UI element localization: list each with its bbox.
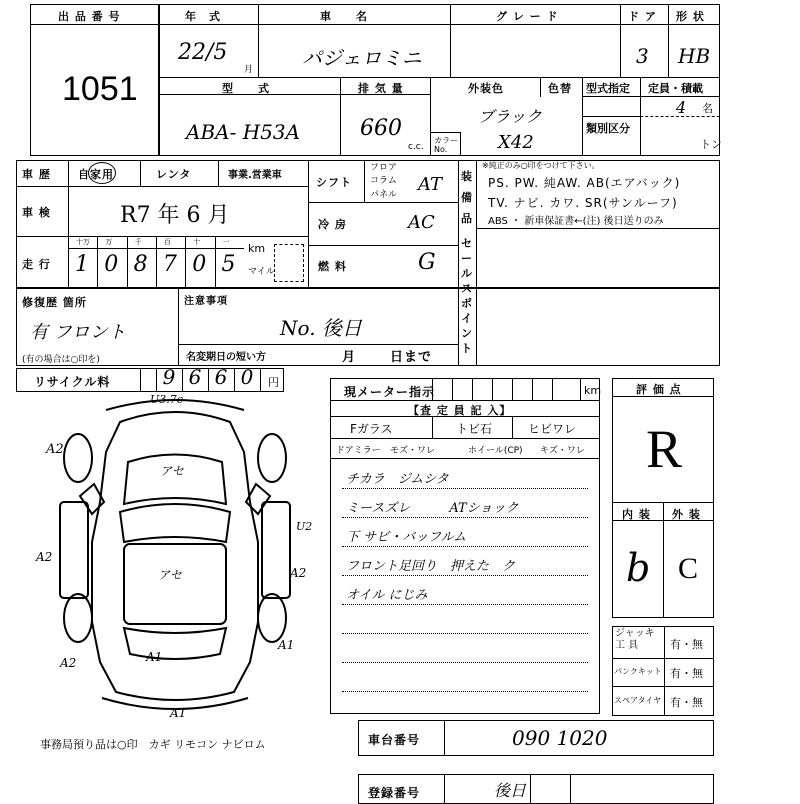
divider [663, 502, 664, 618]
meter-label: 現メーター指示 [344, 385, 436, 399]
mileage-digit: 8 [133, 252, 148, 277]
divider [472, 378, 473, 400]
displacement-value: 660 [360, 116, 402, 141]
car-history-label: 車 歴 [22, 168, 51, 181]
note-rule [342, 662, 588, 663]
divider [430, 132, 460, 133]
exterior-value: C [678, 552, 699, 585]
divider [512, 416, 513, 438]
fuel-label: 燃 料 [318, 260, 347, 273]
divider [340, 77, 341, 156]
inspector-note: オイル にじみ [346, 588, 428, 603]
inspector-note: 下 サビ・バッフルム [346, 530, 467, 545]
divider [364, 160, 365, 202]
color-value: ブラック [478, 107, 542, 126]
diagram-mark: アセ [158, 568, 182, 582]
glass-label: Fガラス [350, 422, 393, 436]
divider [215, 236, 216, 288]
divider [476, 228, 477, 366]
model-value: ABA- H53A [186, 120, 301, 144]
diagram-mark: A2 [60, 656, 77, 670]
divider [260, 368, 261, 392]
shift-value: AT [418, 174, 443, 195]
year-month-suffix: 月 [244, 65, 254, 75]
mileage-place-label: 十 [193, 238, 201, 246]
divider [552, 378, 553, 400]
recycle-digit: 6 [188, 365, 202, 389]
shift-option-column: コラム [370, 176, 397, 186]
divider [612, 658, 714, 659]
divider [330, 458, 600, 459]
shift-option-panel: パネル [370, 190, 398, 200]
mile-label: マイル [248, 267, 275, 277]
divider [234, 368, 235, 392]
grade-label: グ レ ー ド [496, 10, 559, 23]
divider [476, 228, 720, 229]
displacement-label: 排 気 量 [358, 82, 404, 95]
divider [208, 368, 209, 392]
recycle-label: リサイクル料 [34, 375, 111, 389]
divider [218, 160, 219, 186]
mileage-digit: 1 [75, 252, 89, 277]
rating-label: 評 価 点 [636, 383, 682, 396]
interior-label: 内 装 [622, 508, 651, 521]
shift-option-floor: フロア [370, 163, 398, 173]
rename-month: 月 [342, 350, 357, 365]
business-label: 事業.営業車 [228, 170, 282, 181]
note-rule [342, 691, 588, 692]
mileage-digit: 0 [192, 252, 207, 277]
divider [664, 626, 665, 716]
rename-label: 名変期日の短い方 [186, 352, 266, 363]
divider [580, 378, 581, 400]
caution-label: 注意事項 [184, 296, 228, 307]
car-history-circle [88, 162, 116, 184]
mileage-place-label: 一 [222, 238, 230, 246]
diagram-mark: U3.7c [150, 393, 183, 406]
divider [156, 368, 157, 392]
year-label: 年 式 [185, 10, 221, 23]
equipment-label: 装備品 [461, 170, 472, 225]
recycle-digit: 9 [162, 365, 176, 389]
mileage-digit: 0 [104, 252, 119, 277]
ac-label: 冷 房 [318, 218, 347, 231]
shape-value: HB [678, 44, 711, 68]
divider [582, 96, 720, 97]
car-damage-diagram [20, 392, 330, 722]
divider [182, 368, 183, 392]
wheel-damage: キズ・ワレ [540, 446, 585, 456]
glass-chip: トビ石 [456, 422, 493, 436]
diagram-mark: A1 [278, 638, 295, 652]
inspection-label: 車 検 [22, 206, 51, 219]
spare-label: スペアタイヤ [614, 696, 662, 705]
rename-day: 日まで [390, 350, 433, 365]
mileage-place-label: 百 [163, 238, 171, 246]
diagram-mark: A2 [290, 566, 307, 580]
diagram-mark: アセ [160, 464, 184, 478]
divider [612, 686, 714, 687]
divider [532, 378, 533, 400]
equipment-note: ※純正のみ○印をつけて下さい。 [482, 161, 600, 170]
note-rule [342, 575, 588, 576]
sales-point-label: セールスポイント [461, 237, 472, 355]
divider [460, 132, 461, 156]
divider [140, 160, 141, 186]
door-value: 3 [636, 44, 649, 68]
exterior-label: 外 装 [672, 508, 701, 521]
divider [450, 4, 451, 77]
note-rule [342, 633, 588, 634]
equipment-line-3: ABS ・ 新車保証書←(注) 後日送りのみ [488, 216, 664, 227]
year-value: 22/5 [178, 40, 228, 65]
recycle-digit: 6 [214, 365, 228, 389]
diagram-mark: A2 [36, 550, 53, 564]
divider [668, 4, 669, 77]
color-label: 外装色 [468, 82, 504, 95]
recycle-digit: 0 [240, 365, 254, 389]
inspector-label: 【査 定 員 記 入】 [408, 404, 512, 417]
jack-value: 有・無 [670, 638, 703, 651]
shift-label: シフト [316, 176, 352, 189]
divider [185, 236, 186, 288]
divider [16, 236, 308, 237]
color-change-label: 色替 [548, 82, 572, 95]
equipment-line-2: TV. ナビ. カワ. SR(サンルーフ) [488, 196, 678, 210]
repair-value: 有 フロント [30, 322, 126, 343]
divider [30, 24, 160, 25]
divider [68, 160, 69, 288]
load-unit: トン [700, 138, 722, 151]
divider [156, 236, 157, 288]
diagram-mark: A1 [170, 706, 187, 720]
wheel-label: ホイール(CP) [468, 446, 523, 456]
inspection-value: R7 年 6 月 [120, 203, 230, 228]
divider [492, 378, 493, 400]
mileage-digit: 5 [221, 252, 236, 277]
equipment-line-1: PS. PW. 純AW. AB(エアバック) [488, 176, 681, 190]
color-no-label: カラー No. [434, 136, 458, 154]
color-no-value: X42 [498, 132, 534, 153]
divider [512, 378, 513, 400]
divider [16, 186, 308, 187]
inspector-note: ミースズレ ATショック [346, 501, 519, 516]
diagram-mark: A1 [146, 650, 163, 664]
divider [444, 720, 445, 756]
mileage-place-label: 十万 [76, 238, 90, 246]
glass-crack: ヒビワレ [528, 422, 577, 436]
class-label: 類別区分 [586, 122, 630, 135]
divider [430, 77, 431, 156]
divider [308, 160, 309, 288]
door-label: ド ア [628, 10, 657, 23]
rental-label: レンタ [156, 168, 192, 181]
car-history-value: 自家用 [78, 168, 114, 181]
interior-value: b [626, 546, 651, 590]
chassis-value: 090 1020 [512, 726, 608, 750]
storage-note: 事務局預り品は○印 カギ リモコン ナビロム [40, 738, 266, 751]
mirror-label: ドアミラー [336, 446, 381, 456]
mileage-digit: 7 [162, 252, 177, 277]
registration-label: 登録番号 [368, 786, 421, 800]
note-rule [342, 604, 588, 605]
divider [178, 344, 458, 345]
km-label: km [248, 242, 266, 255]
lot-number-label: 出 品 番 号 [58, 10, 121, 23]
divider [178, 288, 179, 366]
car-name-label: 車 名 [320, 10, 368, 23]
capacity-label: 定員・積載 [648, 82, 703, 95]
inspector-note: フロント足回り 押えた ク [346, 559, 516, 574]
diagram-mark: A2 [46, 442, 64, 457]
repair-label: 修復歴 箇所 [22, 296, 87, 309]
shape-label: 形 状 [676, 10, 705, 23]
mirror-damage: モズ・ワレ [390, 446, 436, 456]
fuel-value: G [418, 250, 436, 275]
divider [432, 416, 433, 438]
mileage-place-label: 万 [105, 238, 113, 246]
divider [258, 4, 259, 77]
car-name-value: パジェロミニ [302, 46, 422, 70]
ac-value: AC [408, 212, 435, 233]
jack-label: ジャッキ 工 具 [615, 628, 655, 651]
puncture-label: パンクキット [614, 667, 662, 676]
spare-value: 有・無 [670, 696, 703, 709]
divider [97, 236, 98, 288]
meter-unit: km [584, 384, 602, 397]
divider [127, 236, 128, 288]
divider [452, 378, 453, 400]
chassis-label: 車台番号 [368, 733, 421, 747]
note-rule [342, 517, 588, 518]
note-rule [342, 546, 588, 547]
mileage-place-label: 千 [134, 238, 142, 246]
model-label: 型 式 [222, 82, 270, 95]
puncture-value: 有・無 [670, 667, 703, 680]
mile-checkbox [274, 244, 304, 282]
mileage-label: 走 行 [22, 258, 51, 271]
divider [458, 228, 459, 366]
divider [308, 202, 458, 203]
rating-value: R [646, 419, 683, 479]
recycle-unit: 円 [268, 376, 279, 389]
registration-value: 後日 [494, 781, 527, 800]
displacement-unit: c.c. [408, 142, 424, 152]
divider [308, 245, 458, 246]
divider [540, 77, 541, 97]
divider [330, 400, 600, 401]
divider [620, 4, 621, 77]
divider [140, 368, 141, 392]
lot-number: 1051 [62, 70, 138, 108]
diagram-mark: U2 [296, 520, 313, 533]
divider [330, 438, 600, 439]
inspector-note: チカラ ジムシタ [346, 472, 449, 487]
divider [158, 24, 720, 25]
divider [158, 77, 720, 78]
repair-note: (有の場合は○印を) [22, 355, 100, 365]
caution-value: No. 後日 [280, 316, 362, 340]
capacity-unit: 名 [702, 102, 713, 115]
model-designation-label: 型式指定 [586, 82, 630, 95]
note-rule [342, 488, 588, 489]
divider [582, 116, 640, 117]
capacity-value: 4 [676, 98, 687, 117]
